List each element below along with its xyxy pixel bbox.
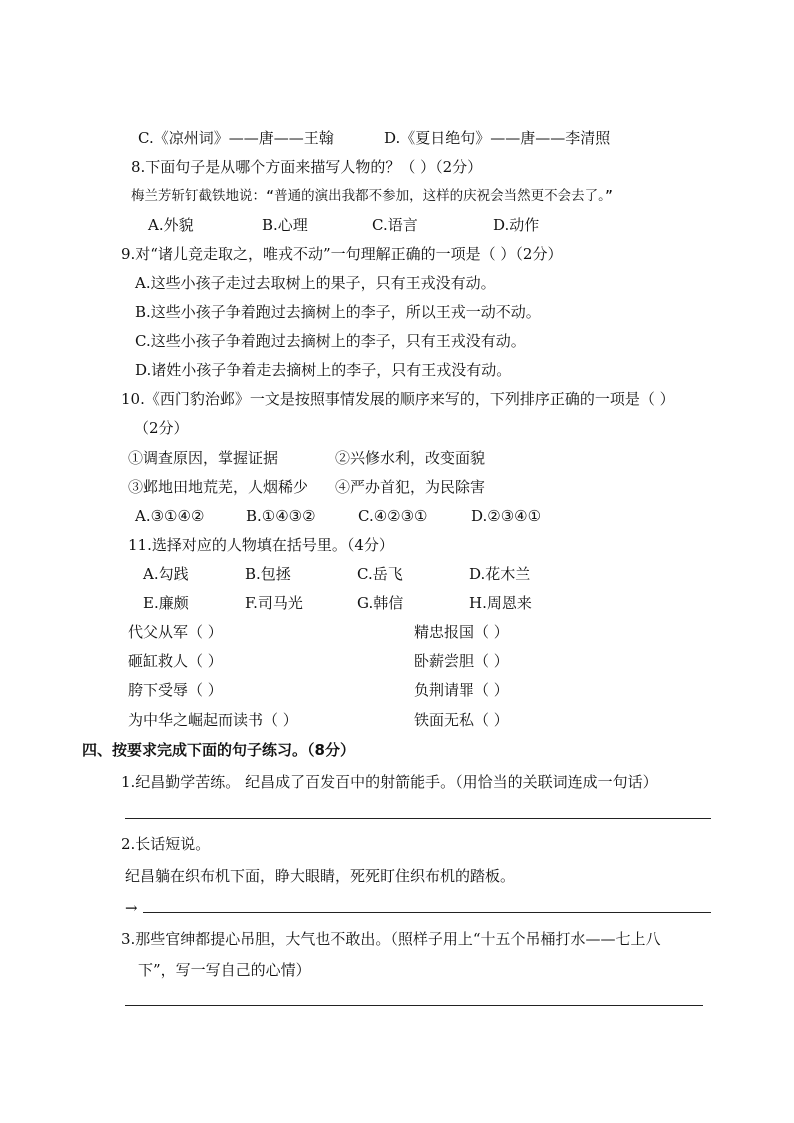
- q8-option-a: A.外貌: [148, 216, 194, 234]
- s4-q2-answer-line[interactable]: [143, 912, 711, 913]
- q11-person-h: H.周恩来: [469, 594, 532, 612]
- q7-option-d: D.《夏日绝句》——唐——李清照: [384, 129, 611, 147]
- q9-option-d: D.诸姓小孩子争着走去摘树上的李子，只有王戎没有动。: [135, 361, 512, 379]
- q8-quote: 梅兰芳斩钉截铁地说：“普通的演出我都不参加，这样的庆祝会当然更不会去了。”: [131, 188, 614, 204]
- q11-person-d: D.花木兰: [469, 565, 531, 583]
- q10-event-3: ③邺地田地荒芜，人烟稀少: [128, 478, 309, 496]
- s4-q1: 1.纪昌勤学苦练。 纪昌成了百发百中的射箭能手。（用恰当的关联词连成一句话）: [121, 773, 658, 791]
- q11-stem: 11.选择对应的人物填在括号里。（4分）: [128, 536, 394, 554]
- s4-q2-label: 2.长话短说。: [121, 835, 211, 853]
- q10-option-b: B.①④③②: [246, 507, 316, 525]
- q10-option-d: D.②③④①: [471, 507, 542, 525]
- q11-left-item-3: 胯下受辱（ ）: [128, 681, 223, 699]
- q7-option-c: C.《凉州词》——唐——王翰: [138, 129, 334, 147]
- q11-person-c: C.岳飞: [357, 565, 403, 583]
- q8-option-c: C.语言: [372, 216, 418, 234]
- q10-option-c: C.④②③①: [358, 507, 428, 525]
- q11-right-item-1: 精忠报国（ ）: [414, 623, 509, 641]
- q9-stem: 9.对“诸儿竞走取之，唯戎不动”一句理解正确的一项是（ ）（2分）: [121, 245, 563, 263]
- q10-score: （2分）: [134, 419, 189, 437]
- section-4-heading: 四、按要求完成下面的句子练习。（8分）: [82, 741, 355, 759]
- q11-left-item-2: 砸缸救人（ ）: [128, 652, 223, 670]
- q11-person-e: E.廉颇: [143, 594, 189, 612]
- q10-event-1: ①调查原因，掌握证据: [128, 449, 279, 467]
- q10-event-4: ④严办首犯，为民除害: [335, 478, 486, 496]
- s4-q2-example: 纪昌躺在织布机下面，睁大眼睛，死死盯住织布机的踏板。: [125, 867, 516, 885]
- q8-option-d: D.动作: [493, 216, 540, 234]
- q9-option-a: A.这些小孩子走过去取树上的果子，只有王戎没有动。: [135, 274, 496, 292]
- q11-left-item-1: 代父从军（ ）: [128, 623, 223, 641]
- q8-option-b: B.心理: [262, 216, 308, 234]
- q11-left-item-4: 为中华之崛起而读书（ ）: [128, 711, 298, 729]
- s4-q3-answer-line[interactable]: [125, 1005, 703, 1006]
- q11-person-f: F.司马光: [245, 594, 303, 612]
- s4-q1-answer-line[interactable]: [125, 818, 711, 819]
- q10-event-2: ②兴修水利，改变面貌: [335, 449, 486, 467]
- q11-right-item-4: 铁面无私（ ）: [414, 711, 509, 729]
- q11-person-a: A.勾践: [143, 565, 189, 583]
- q8-stem: 8.下面句子是从哪个方面来描写人物的？（ ）（2分）: [131, 158, 483, 176]
- q11-person-g: G.韩信: [357, 594, 404, 612]
- s4-q3-line2: 下”，写一写自己的心情）: [138, 961, 311, 979]
- q10-stem: 10.《西门豹治邺》一文是按照事情发展的顺序来写的，下列排序正确的一项是（ ）: [121, 390, 675, 408]
- q11-right-item-2: 卧薪尝胆（ ）: [414, 652, 509, 670]
- q10-option-a: A.③①④②: [135, 507, 205, 525]
- s4-q3-line1: 3.那些官绅都提心吊胆，大气也不敢出。（照样子用上“十五个吊桶打水——七上八: [121, 930, 661, 948]
- q11-person-b: B.包拯: [245, 565, 291, 583]
- arrow-icon: →: [125, 899, 138, 917]
- q11-right-item-3: 负荆请罪（ ）: [414, 681, 509, 699]
- q9-option-c: C.这些小孩子争着跑过去摘树上的李子，只有王戎没有动。: [135, 332, 526, 350]
- q9-option-b: B.这些小孩子争着跑过去摘树上的李子，所以王戎一动不动。: [135, 303, 541, 321]
